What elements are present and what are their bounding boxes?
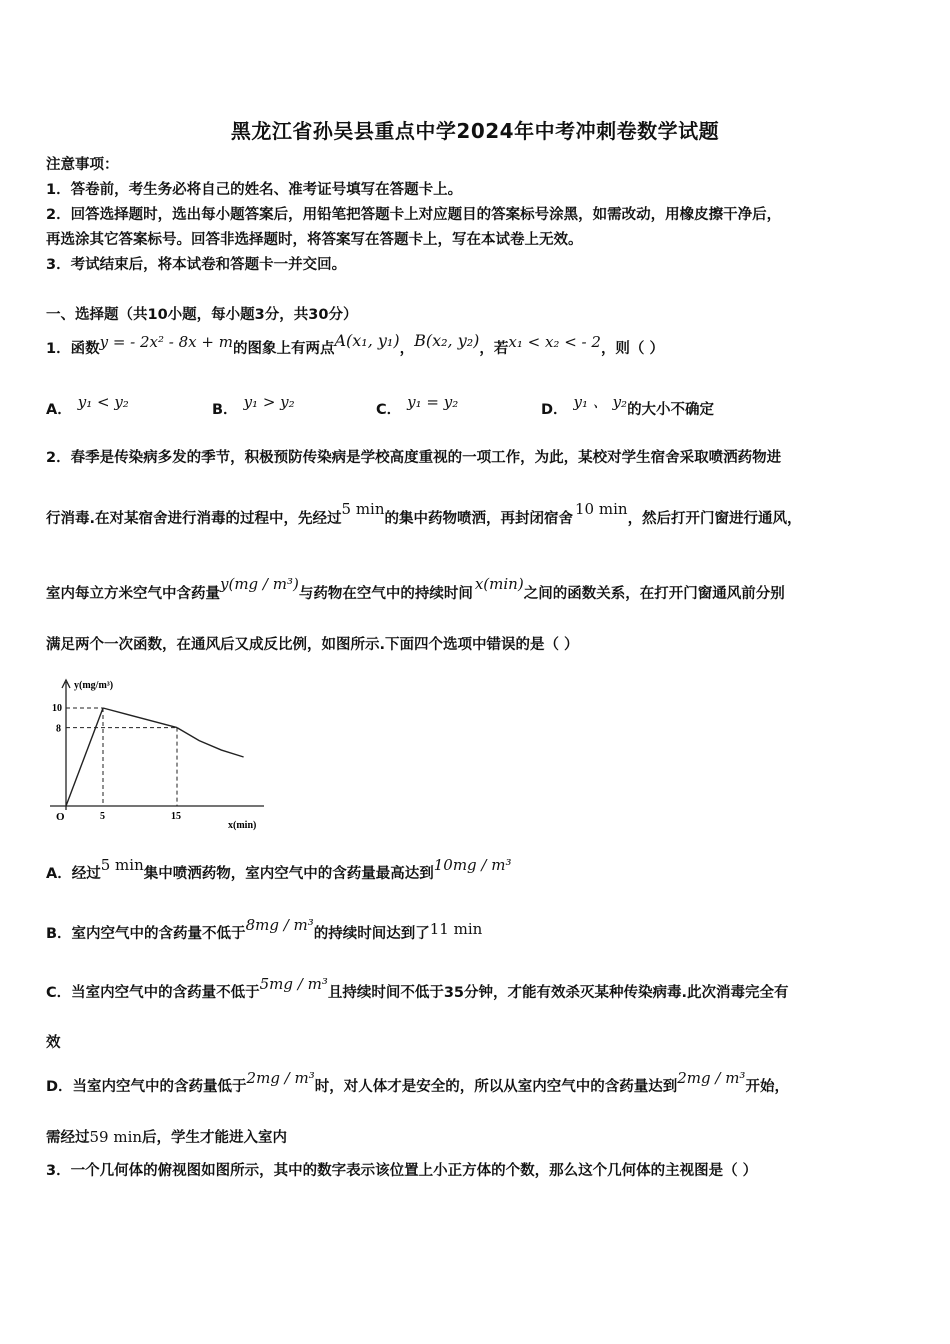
q2-option-d-line-2	[46, 1126, 287, 1147]
q2-text: 行消毒.在对某宿舍进行消毒的过程中，先经过	[46, 511, 342, 527]
q1-point-b: B(x₂, y₂)	[414, 331, 480, 350]
option-math: 2mg / m³	[246, 1069, 315, 1087]
option-math: 5mg / m³	[259, 975, 328, 993]
option-text: A．经过	[46, 866, 101, 882]
option-math: y₁ = y₂	[407, 393, 459, 411]
q1-option-b	[212, 393, 295, 419]
origin-label: O	[56, 811, 65, 823]
page-title: 黑龙江省孙吴县重点中学2024年中考冲刺卷数学试题	[230, 119, 720, 143]
y-tick-label: 10	[52, 703, 62, 714]
q2-line-4: 满足两个一次函数，在通风后又成反比例，如图所示.下面四个选项中错误的是（ ）	[46, 637, 579, 653]
q1-option-d	[541, 393, 715, 419]
q1-condition: x₁ < x₂ < - 2	[508, 333, 601, 351]
question-3: 3．一个几何体的俯视图如图所示，其中的数字表示该位置上小正方体的个数，那么这个几何体的主视图是（ ）	[46, 1163, 758, 1179]
option-math: 11 min	[429, 920, 483, 938]
option-text: 集中喷洒药物，室内空气中的含药量最高达到	[143, 866, 434, 882]
notice-item-2-line-1: 2．回答选择题时，选出每小题答案后，用铅笔把答题卡上对应题目的答案标号涂黑，如需改动，用橡皮擦干净后，	[46, 207, 782, 223]
option-text: 时，对人体才是安全的，所以从室内空气中的含药量达到	[314, 1079, 678, 1095]
option-math: y₁ 、 y₂	[573, 393, 628, 411]
x-axis-label: x(min)	[228, 820, 257, 831]
q2-line-1: 2．春季是传染病多发的季节，积极预防传染病是学校高度重视的一项工作，为此，某校对学生宿舍采取喷洒药物进	[46, 450, 782, 466]
option-text: 后，学生才能进入室内	[142, 1130, 288, 1146]
section-heading: 一、选择题（共10小题，每小题3分，共30分）	[46, 307, 358, 323]
q1-point-a: A(x₁, y₁)	[334, 331, 400, 350]
option-math: 10mg / m³	[433, 856, 512, 874]
q1-function: y = - 2x² - 8x + m	[99, 333, 233, 351]
option-text: 且持续时间不低于35分钟，才能有效杀灭某种传染病毒.此次消毒完全有	[327, 985, 789, 1001]
notice-item-3: 3．考试结束后，将本试卷和答题卡一并交回。	[46, 257, 347, 273]
q1-mid: 的图象上有两点	[232, 341, 335, 357]
q2-math: 10 min	[575, 500, 628, 518]
option-math: 59 min	[89, 1128, 143, 1146]
q1-option-c	[376, 393, 459, 419]
curve-ventilated-inverse	[177, 728, 244, 757]
notice-item-1: 1．答卷前，考生务必将自己的姓名、准考证号填写在答题卡上。	[46, 182, 463, 198]
q1-prefix: 1．函数	[46, 341, 100, 357]
option-label: A．	[46, 402, 72, 418]
q2-math: 5 min	[341, 500, 385, 518]
option-text: 需经过	[46, 1130, 90, 1146]
q2-text: 与药物在空气中的持续时间	[298, 586, 473, 602]
q1-option-a	[46, 393, 129, 419]
q2-option-b	[46, 916, 483, 943]
option-math: 8mg / m³	[245, 916, 314, 934]
y-tick-label: 8	[56, 723, 61, 735]
q2-math: y(mg / m³)	[220, 575, 299, 593]
option-math: 2mg / m³	[677, 1069, 746, 1087]
option-math: y₁ < y₂	[77, 393, 129, 411]
option-text: 开始，	[745, 1079, 789, 1095]
q2-text: 的集中药物喷洒，再封闭宿舍	[384, 511, 574, 527]
option-text: B．室内空气中的含药量不低于	[46, 926, 246, 942]
option-label: D．	[541, 402, 568, 418]
q2-option-a	[46, 856, 512, 883]
x-tick-label: 5	[100, 811, 105, 822]
notice-heading: 注意事项：	[46, 157, 119, 173]
q2-option-c-line-2: 效	[46, 1035, 61, 1051]
curve-spray	[66, 708, 103, 806]
option-label: B．	[212, 402, 238, 418]
question-1	[46, 331, 664, 358]
q1-suffix: ，则（ ）	[600, 341, 664, 357]
drug-concentration-graph	[44, 672, 274, 832]
option-math: 5 min	[100, 856, 144, 874]
option-text: C．当室内空气中的含药量不低于	[46, 985, 260, 1001]
q1-cond-prefix: ，若	[479, 341, 509, 357]
q2-option-c	[46, 975, 789, 1002]
option-text: D．当室内空气中的含药量低于	[46, 1079, 247, 1095]
q2-text: 之间的函数关系，在打开门窗通风前分别	[523, 586, 785, 602]
option-label: C．	[376, 402, 402, 418]
q2-line-3	[46, 575, 785, 603]
notice-item-2-line-2: 再选涂其它答案标号。回答非选择题时，将答案写在答题卡上，写在本试卷上无效。	[46, 232, 583, 248]
curve-sealed	[103, 708, 177, 728]
q2-line-2	[46, 500, 802, 528]
option-text: 的大小不确定	[627, 402, 715, 418]
option-text: 的持续时间达到了	[313, 926, 430, 942]
q2-math: x(min)	[474, 575, 524, 593]
y-axis-label: y(mg/m³)	[74, 680, 114, 691]
option-math: y₁ > y₂	[243, 393, 295, 411]
q2-text: ，然后打开门窗进行通风，	[627, 511, 802, 527]
q2-option-d	[46, 1069, 789, 1096]
q1-comma: ，	[399, 341, 415, 357]
x-tick-label: 15	[171, 811, 181, 822]
q2-text: 室内每立方米空气中含药量	[46, 586, 220, 602]
